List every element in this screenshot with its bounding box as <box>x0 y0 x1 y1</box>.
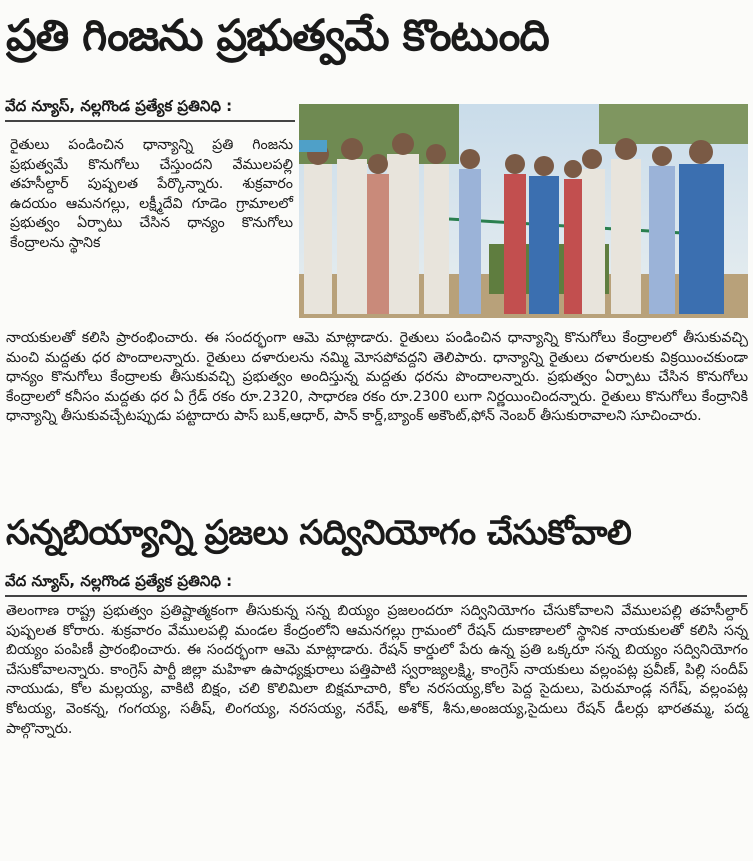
article1-body-top: రైతులు పండించిన ధాన్యాన్ని ప్రతి గింజను ప్రభుత్వమే కొనుగోలు చేస్తుందని వేములపల్లి తహసీల్దార్ పుష్పలత పేర్కొన్నారు. శుక్రవారం ఉదయం ఆమనగల్లు, లక్ష్మీదేవి గూడెం గ్రామాలలో ప్రభుత్వం ఏర్పాటు చేసిన ధాన్యం కొనుగోలు కేంద్రాలను స్థానిక <box>10 137 293 251</box>
article1-body-bottom: నాయకులతో కలిసి ప్రారంభించారు. ఈ సందర్భంగా ఆమె మాట్లాడారు. రైతులు పండించిన ధాన్యాన్ని కొనుగోలు కేంద్రాలలో తీసుకువచ్చి మంచి మద్దతు ధర పొందాలన్నారు. రైతులు దళారులను నమ్మి మోసపోవద్దని తెలిపారు. ధాన్యాన్ని రైతులు దళారులకు విక్రయించకుండా ధాన్యం కొనుగోలు కేంద్రాలకు తీసుకువచ్చి ప్రభుత్వం అందిస్తున్న మద్దతు ధరను పొందాలన్నారు. ప్రభుత్వం ఏర్పాటు చేసిన కొనుగోలు కేంద్రాలలో కనీసం మద్దతు ధర ఏ గ్రేడ్ రకం రూ.2320, సాధారణ రకం రూ.2300 లుగా నిర్ణయించిందన్నారు. రైతులు కొనుగోలు కేంద్రానికి ధాన్యాన్ని తీసుకువచ్చేటప్పుడు పట్టాదారు పాస్ బుక్,ఆధార్, పాన్ కార్డ్,బ్యాంక్ అకౌంట్,ఫోన్ నెంబర్ తీసుకురావాలని సూచించారు. <box>6 330 748 425</box>
article2-byline-rule <box>5 595 747 597</box>
article2-body: తెలంగాణ రాష్ట్ర ప్రభుత్వం ప్రతిష్టాత్మకంగా తీసుకున్న సన్న బియ్యం ప్రజలందరూ సద్వినియోగం చేసుకోవాలని వేములపల్లి తహసీల్దార్ పుష్పలత కోరారు. శుక్రవారం వేములపల్లి మండల కేంద్రంలోని ఆమనగల్లు గ్రామంలో రేషన్ దుకాణాలలో స్థానిక నాయకులతో కలిసి సన్న బియ్యం పంపిణీ ప్రారంభించారు. ఈ సందర్భంగా ఆమె మాట్లాడారు. రేషన్ కార్డులో పేరు ఉన్న ప్రతి ఒక్కరూ సన్న బియ్యం సద్వినియోగం చేసుకోవాలన్నారు. కాంగ్రెస్ పార్టీ జిల్లా మహిళా ఉపాధ్యక్షురాలు పత్తిపాటి స్వరాజ్యలక్ష్మి, కాంగ్రెస్ నాయకులు వల్లంపట్ల ప్రవీణ్, పిల్లి సందీప్ నాయుడు, కోల మల్లయ్య, వాకిటి బిక్షం, చలి కొలిమిలా బిక్షమాచారి, కోల నరసయ్య,కోల పెద్ద సైదులు, పెరుమాండ్ల నగేష్, వల్లంపట్ల కోటయ్య, వెంకన్న, గంగయ్య, సతీష్, లింగయ్య, నరసయ్య, నరేష్, అశోక్, శీను,అంజయ్య,సైదులు రేషన్ డీలర్లు భారతమ్మ, పద్మ పాల్గొన్నారు. <box>6 603 748 737</box>
article1-headline: ప్రతి గింజను ప్రభుత్వమే కొంటుంది <box>6 11 549 61</box>
article1-byline-rule <box>5 120 295 122</box>
article2-headline: సన్నబియ్యాన్ని ప్రజలు సద్వినియోగం చేసుకోవాలి <box>6 513 632 553</box>
ceremony-photo-illustration <box>299 104 748 318</box>
article1-byline: వేద న్యూస్, నల్లగొండ ప్రత్యేక ప్రతినిధి : <box>5 97 233 115</box>
article-photo <box>299 104 748 318</box>
article2-byline: వేద న్యూస్, నల్లగొండ ప్రత్యేక ప్రతినిధి : <box>5 572 233 590</box>
